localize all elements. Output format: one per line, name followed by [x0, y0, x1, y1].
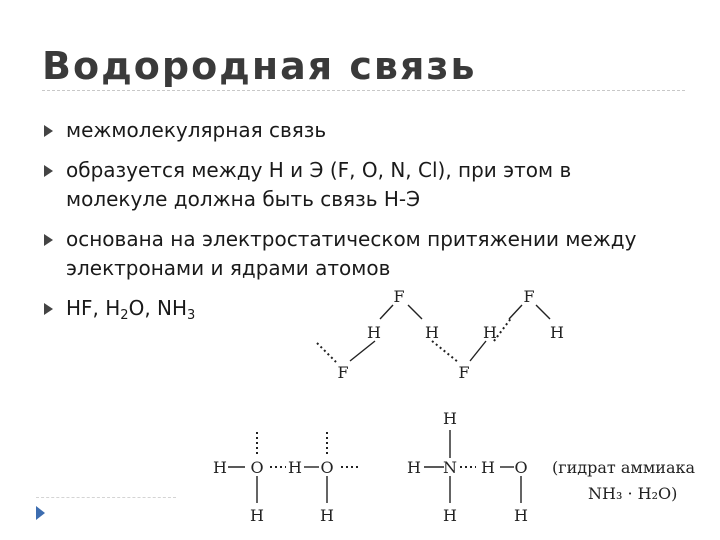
bullet-item	[44, 156, 664, 214]
atom-label: O	[250, 458, 264, 477]
atom-label: F	[523, 287, 535, 306]
atom-label: H	[483, 323, 497, 342]
slide-title: Водородная связь	[42, 44, 477, 88]
atom-label: N	[443, 458, 457, 477]
atom-label: H	[213, 458, 227, 477]
atom-label: H	[425, 323, 439, 342]
atom-label: H	[443, 506, 457, 525]
atom-label: F	[337, 363, 349, 382]
bullet-item	[44, 225, 664, 283]
atom-label: H	[481, 458, 495, 477]
title-divider	[42, 90, 685, 91]
bullet-text: основана на электростатическом притяжении между электронами и ядрами атомов	[66, 227, 637, 280]
slide-nav-arrow-icon	[36, 506, 45, 520]
atom-label: H	[288, 458, 302, 477]
atom-label: H	[443, 409, 457, 428]
atom-label: H	[320, 506, 334, 525]
ammonia-hydrate-caption: (гидрат аммиака	[552, 458, 696, 477]
bullet-arrow-icon	[44, 234, 53, 246]
atom-label: H	[550, 323, 564, 342]
hydrogen-bond-diagram	[200, 284, 720, 540]
atom-label: H	[367, 323, 381, 342]
bullet-item	[44, 116, 664, 145]
bullet-text: межмолекулярная связь	[66, 118, 327, 142]
bullet-text: образуется между Н и Э (F, O, N, Cl), при этом в молекуле должна быть связь Н-Э	[66, 158, 572, 211]
atom-label: H	[514, 506, 528, 525]
atom-label: O	[514, 458, 528, 477]
bullet-arrow-icon	[44, 303, 53, 315]
atom-label: O	[320, 458, 334, 477]
bullet-arrow-icon	[44, 125, 53, 137]
atom-label: F	[458, 363, 470, 382]
footer-divider	[36, 497, 176, 498]
atom-label: H	[250, 506, 264, 525]
ammonia-hydrate-formula: NH₃ · H₂O)	[588, 484, 678, 503]
bullet-formula: HF, $H_2O$, $NH_3$	[66, 296, 196, 323]
bullet-arrow-icon	[44, 165, 53, 177]
atom-label: H	[407, 458, 421, 477]
atom-label: F	[393, 287, 405, 306]
